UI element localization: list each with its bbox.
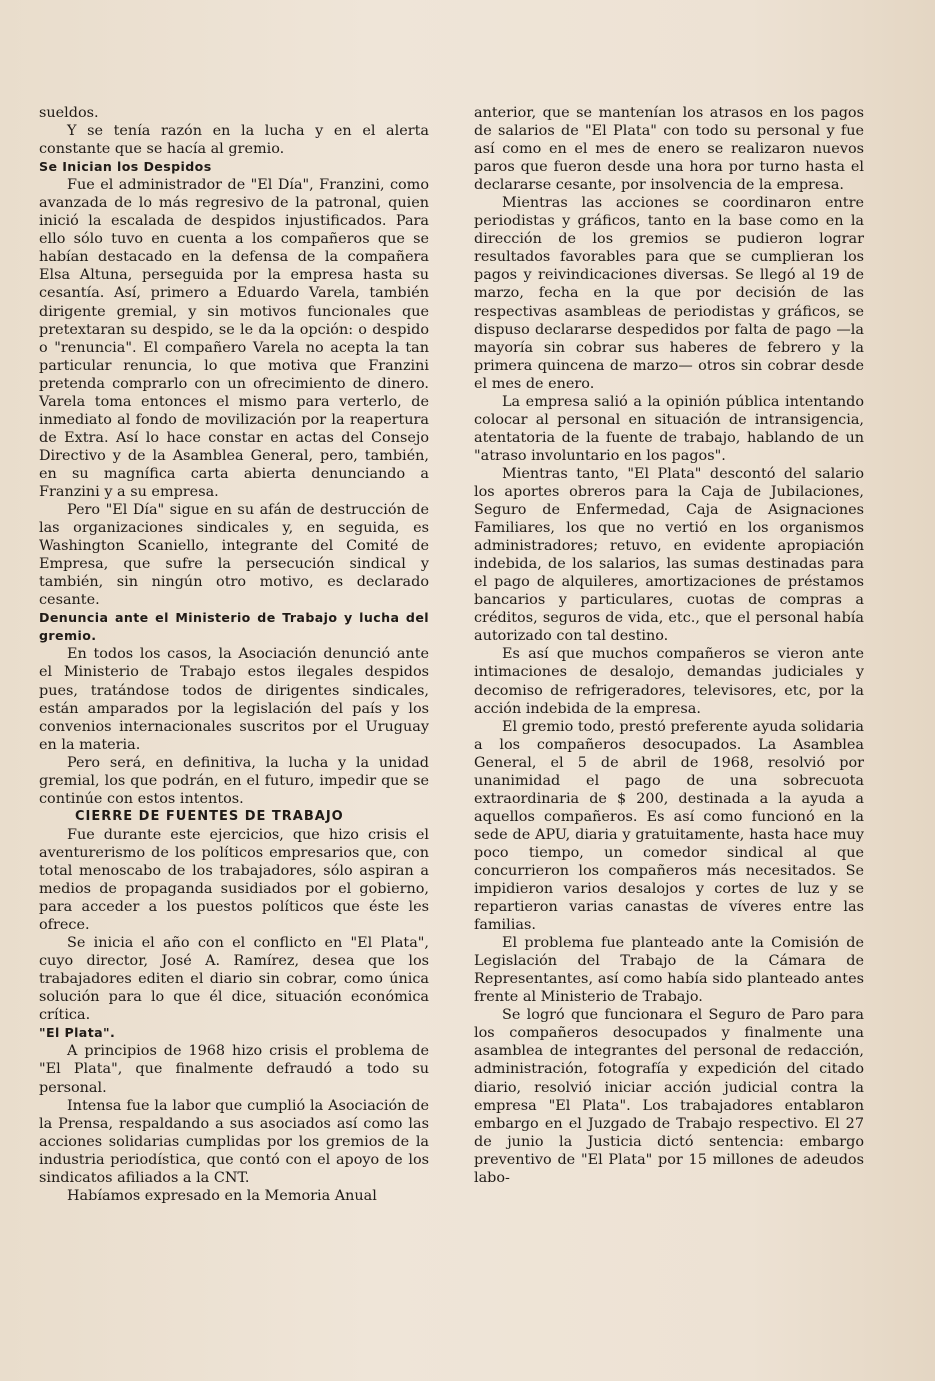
paragraph: El problema fue planteado ante la Comisión de Legislación del Trabajo de la Cámara de Representantes, así como había sido planteado antes frente al Ministerio de Trabajo. [474,935,864,1006]
paragraph: Se inicia el año con el conflicto en "El Plata", cuyo director, José A. Ramírez, desea que los trabajadores editen el diario sin cobrar, como única solución para lo que él dice, situación económica crítica. [39,935,429,1024]
paragraph: Fue durante este ejercicios, que hizo crisis el aventurerismo de los políticos empresarios que, con total menoscabo de los trabajadores, sólo aspiran a medios de propaganda susidiados por el gobierno, para acceder a los puestos políticos que éste les ofrece. [39,826,429,934]
paragraph: anterior, que se mantenían los atrasos en los pagos de salarios de "El Plata" con todo su personal y fue así como en el mes de enero se realizaron nuevos paros que fueron desde una hora por turno hasta el declararse cesante, por insolvencia de la empresa. [474,105,864,194]
paragraph: Se logró que funcionara el Seguro de Paro para los compañeros desocupados y finalmente una asamblea de integrantes del personal de redacción, administración, fotografía y expedición del citado diario, resolvió iniciar acción judicial contra la empresa "El Plata". Los trabajadores entablaron embargo en el Juzgado de Trabajo respectivo. El 27 de junio la Justicia dictó sentencia: embargo preventivo de "El Plata" por 15 millones de adeudos labo- [474,1007,864,1186]
section-heading: "El Plata". [39,1025,116,1041]
paragraph: A principios de 1968 hizo crisis el problema de "El Plata", que finalmente defraudó a todo su personal. [39,1043,429,1096]
paragraph: En todos los casos, la Asociación denunció ante el Ministerio de Trabajo estos ilegales despidos pues, tratándose todos de dirigentes sindicales, están amparados por la legislación del país y los convenios internacionales suscritos por el Uruguay en la materia. [39,646,429,753]
section-heading: Se Inician los Despidos [39,159,212,175]
paragraph: Intensa fue la labor que cumplió la Asociación de la Prensa, respaldando a sus asociados así como las acciones solidarias cumplidas por los gremios de la industria periodística, que contó con el apoyo de los sindicatos afiliados a la CNT. [39,1097,429,1186]
section-title: CIERRE DE FUENTES DE TRABAJO [75,808,344,824]
left-column [39,104,429,1205]
paragraph: sueldos. [39,105,99,121]
paragraph: Pero "El Día" sigue en su afán de destrucción de las organizaciones sindicales y, en seguida, es Washington Scaniello, integrante del Comité de Empresa, que sufre la persecución sindical y también, sin ningún otro motivo, es declarado cesante. [39,502,429,609]
paragraph: Es así que muchos compañeros se vieron ante intimaciones de desalojo, demandas judiciales y decomiso de refrigeradores, televisores, etc, por la acción indebida de la empresa. [474,646,864,717]
paragraph: El gremio todo, prestó preferente ayuda solidaria a los compañeros desocupados. La Asamblea General, el 5 de abril de 1968, resolvió por unanimidad el pago de una sobrecuota extraordinaria de $ 200, destinada a la ayuda a aquellos compañeros. Es así como funcionó en la sede de APU, diaria y gratuitamente, hasta hace muy poco tiempo, un comedor sindical al que concurrieron los compañeros más necesitados. Se impidieron varios desalojos y cortes de luz y se repartieron varias canastas de víveres entre las familias. [474,718,864,934]
paragraph: Mientras las acciones se coordinaron entre periodistas y gráficos, tanto en la base como en la dirección de los gremios se pudieron lograr resultados favorables para que se cumplieran los pagos y reivindicaciones diversas. Se llegó al 19 de marzo, fecha en la que por decisión de las respectivas asambleas de periodistas y gráficos, se dispuso declararse despedidos por falta de pago —la mayoría sin cobrar sus haberes de febrero y la primera quincena de marzo— otros sin cobrar desde el mes de enero. [474,195,864,392]
paragraph: La empresa salió a la opinión pública intentando colocar al personal en situación de intransigencia, atentatoria de la fuente de trabajo, hablando de un "atraso involuntario en los pagos". [474,393,864,464]
paragraph: Fue el administrador de "El Día", Franzini, como avanzada de lo más regresivo de la patronal, quien inició la escalada de despidos injustificados. Para ello sólo tuvo en cuenta a los compañeros que se habían destacado en la defensa de la compañera Elsa Altuna, perseguida por la empresa hasta su cesantía. Así, primero a Eduardo Varela, también dirigente gremial, y sin motivos funcionales que pretextaran su despido, se le da la opción: o despido o "renuncia". El compañero Varela no acepta la tan particular renuncia, lo que motiva que Franzini pretenda comprarlo con un ofrecimiento de dinero. Varela toma entonces el mismo para verterlo, de inmediato al fondo de movilización por la reapertura de Extra. Así lo hace constar en actas del Consejo Directivo y de la Asamblea General, pero, también, en su magnífica carta abierta denunciando a Franzini y a su empresa. [39,177,429,500]
paragraph: Habíamos expresado en la Memoria Anual [67,1187,377,1204]
paragraph: Mientras tanto, "El Plata" descontó del salario los aportes obreros para la Caja de Jubilaciones, Seguro de Enfermedad, Caja de Asignaciones Familiares, los que no vertió en los organismos administradores; retuvo, en evidente apropiación indebida, de los salarios, las sumas destinadas para el pago de alquileres, amortizaciones de préstamos bancarios y particulares, cuotas de compras a créditos, seguros de vida, etc., que el personal había autorizado con tal destino. [474,465,864,645]
paragraph: Pero será, en definitiva, la lucha y la unidad gremial, los que podrán, en el futuro, impedir que se continúe con estos intentos. [39,754,429,807]
right-column [474,104,864,1187]
paragraph: Y se tenía razón en la lucha y en el alerta constante que se hacía al gremio. [39,123,429,158]
section-heading: Denuncia ante el Ministerio de Trabajo y lucha del gremio. [39,610,429,644]
